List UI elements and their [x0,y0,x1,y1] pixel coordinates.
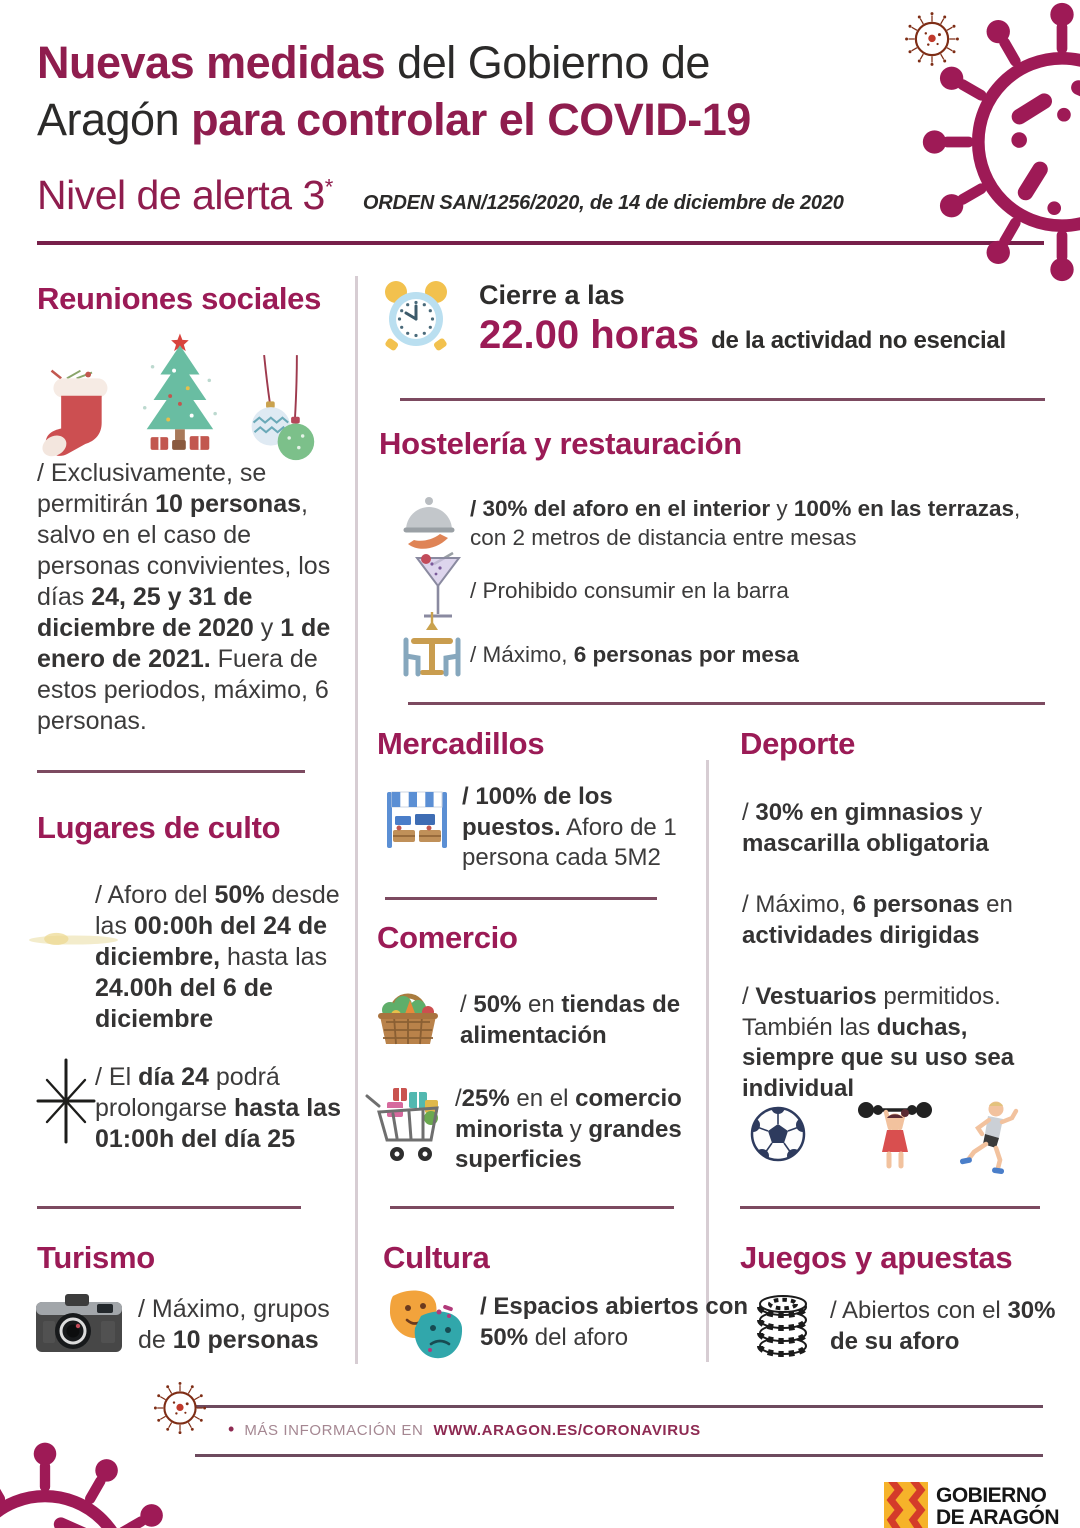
header-divider [37,241,1044,245]
alert-level-label: Nivel de alerta 3 [37,172,325,218]
alert-asterisk: * [324,174,333,200]
section-divider [390,1206,674,1209]
gobierno-aragon-logo [884,1482,1059,1528]
title-rest-2: Aragón [37,94,192,145]
lugares-item-2: / El día 24 podrá prolongarse hasta las 01:00h del día 25 [95,1063,341,1153]
closure-tail: de la actividad no esencial [711,327,1006,354]
section-divider [400,398,1045,401]
section-heading-comercio: Comercio [377,920,518,955]
alert-level [37,172,333,219]
shopping-cart-icon [363,1082,453,1172]
poker-chips-icon [752,1288,814,1358]
christmas-icons-row [38,328,318,466]
column-divider-left [355,276,358,1364]
hosteleria-item-2: / Prohibido consumir en la barra [470,578,789,603]
christmas-tree-icon [133,330,227,466]
section-heading-lugares: Lugares de culto [37,810,281,845]
lugares-item-1: / Aforo del 50% desde las 00:00h del 24 de diciembre, hasta las 24.00h del 6 de diciembre [95,881,340,1033]
section-heading-hosteleria: Hostelería y restauración [379,426,742,461]
aragon-flag-icon [884,1482,928,1528]
reuniones-body: / Exclusivamente, se permitirán 10 personas, salvo en el caso de personas convivientes, los días 24, 25 y 31 de diciembre de 2020 y 1 de enero de 2021. Fuera de estos periodos, máximo, 6 personas. [37,459,331,735]
logo-line-1: GOBIERNO [936,1484,1047,1507]
mercadillos-item: / 100% de los puestos. Aforo de 1 persona cada 5M2 [462,783,677,871]
section-heading-reuniones: Reuniones sociales [37,281,322,316]
footer-divider-top [195,1405,1043,1408]
cultura-item: / Espacios abiertos con 50% del aforo [480,1293,749,1351]
logo-line-2: DE ARAGÓN [936,1506,1060,1528]
deporte-item-2: / Máximo, 6 personas en actividades dirigidas [742,891,1013,949]
footer-divider-bottom [195,1454,1043,1457]
hosteleria-item-3: / Máximo, 6 personas por mesa [470,642,799,667]
section-heading-mercadillos: Mercadillos [377,726,545,761]
camera-icon [35,1288,123,1358]
closure-time: 22.00 horas [479,313,700,357]
virus-large-icon [0,1436,186,1528]
comercio-item-2: /25% en el comercio minorista y grandes superficies [455,1085,682,1173]
footer-info [228,1419,701,1440]
deporte-item-3: / Vestuarios permitidos. También las duchas, siempre que su uso sea individual [742,983,1015,1102]
title-accent-2: para controlar el COVID-19 [191,94,751,145]
soccer-ball-icon [748,1104,808,1164]
section-divider [740,1206,1040,1209]
alarm-clock-icon [376,276,456,358]
logo-text [936,1485,1059,1528]
closure-intro: Cierre a las [479,280,625,310]
star-icon [30,1058,102,1144]
deporte-item-1: / 30% en gimnasios y mascarilla obligatoria [742,799,989,857]
comercio-item-1: / 50% en tiendas de alimentación [460,991,681,1049]
order-reference: ORDEN SAN/1256/2020, de 14 de diciembre de 2020 [362,192,844,214]
section-heading-cultura: Cultura [383,1240,490,1275]
title-accent-1: Nuevas medidas [37,37,386,88]
footer-info-url: WWW.ARAGON.ES/CORONAVIRUS [433,1422,701,1439]
turismo-item: / Máximo, grupos de 10 personas [138,1295,330,1354]
theater-masks-icon [383,1286,469,1364]
section-divider [408,702,1045,705]
virus-small-icon [150,1378,210,1438]
juegos-item: / Abiertos con el 30% de su aforo [830,1297,1056,1355]
cloche-icon [398,488,460,552]
closure-note [479,280,1059,358]
hosteleria-item-1: / 30% del aforo en el interior y 100% en las terrazas, con 2 metros de distancia entre mesas [470,496,1021,550]
section-heading-deporte: Deporte [740,726,856,761]
title-rest-1: del Gobierno de [385,37,710,88]
weightlifting-icon [852,1096,938,1170]
column-divider-right [706,760,709,1362]
section-divider [385,897,657,900]
food-basket-icon [372,982,444,1050]
bullet-icon: • [228,1419,235,1439]
alert-row [37,172,844,219]
page-title [37,34,917,148]
virus-large-icon [916,0,1080,288]
section-heading-turismo: Turismo [37,1240,155,1275]
table-chairs-icon [398,612,466,688]
christmas-stocking-icon [38,366,119,466]
running-icon [958,1098,1022,1176]
baubles-icon [241,354,318,466]
section-divider [37,1206,301,1209]
market-stall-icon [385,788,449,852]
section-divider [37,770,305,773]
footer-info-prefix: MÁS INFORMACIÓN EN [244,1422,424,1439]
section-heading-juegos: Juegos y apuestas [740,1240,1013,1275]
